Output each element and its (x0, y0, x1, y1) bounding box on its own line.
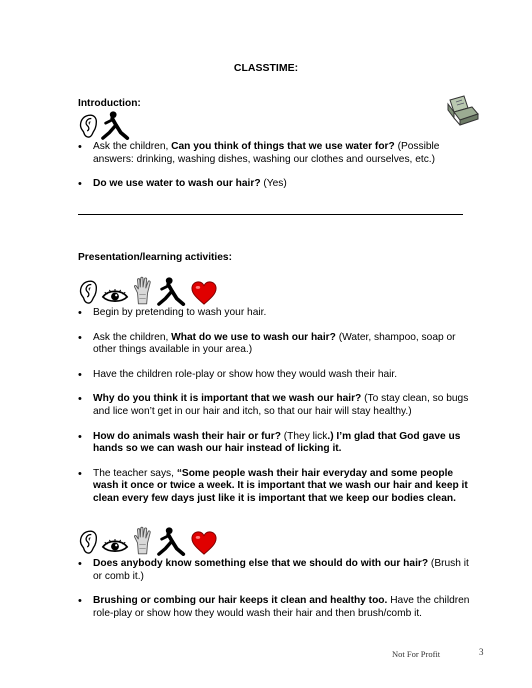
text: Ask the children, (93, 331, 172, 343)
list-item (78, 332, 478, 357)
eye-icon (101, 536, 129, 556)
list-item (78, 141, 478, 166)
text: (Brush it or comb it.) (93, 558, 469, 582)
list-item (78, 307, 478, 320)
presentation-bullet-list (78, 307, 478, 506)
text: Have the children role-play or show how they would wash their hair. (93, 368, 398, 380)
text: (They lick (280, 430, 328, 442)
bold-text: Does anybody know something else that we should do with our hair? (93, 558, 429, 569)
exercise-figure-icon (157, 526, 187, 556)
page-number: 3 (479, 647, 484, 657)
text: The teacher says, (93, 467, 177, 479)
bold-text: .) I’m glad that God gave us hands so we can wash our hair instead of licking it. (93, 430, 461, 455)
text: (Yes) (260, 178, 287, 190)
bold-text: Can you think of things that we use water for? (171, 141, 395, 152)
ear-icon (78, 278, 98, 306)
exercise-figure-icon (157, 276, 187, 306)
heart-icon (190, 280, 218, 306)
bold-text: Do we use water to wash our hair? (93, 178, 261, 190)
list-item (78, 369, 478, 382)
text: Ask the children, (93, 141, 172, 152)
intro-icon-row (78, 108, 131, 140)
text: (To stay clean, so bugs and lice won’t get in our hair and itch, so that our hair will stay healthy.) (93, 393, 469, 417)
heart-icon (190, 530, 218, 556)
bold-text: What do we use to wash our hair? (171, 331, 336, 343)
bold-text: How do animals wash their hair or fur? (93, 430, 281, 442)
text: Begin by pretending to wash your hair. (93, 307, 267, 318)
closing-icon-row (78, 524, 218, 556)
text: (Water, shampoo, soap or other things available in your area.) (93, 331, 456, 356)
list-item (78, 468, 478, 506)
armchair-icon (444, 94, 484, 131)
intro-bullet-list (78, 141, 478, 191)
footer-text: Not For Profit (392, 649, 441, 659)
ear-icon (78, 112, 98, 140)
hand-icon (132, 276, 154, 306)
list-item (78, 393, 478, 418)
ear-icon (78, 528, 98, 556)
eye-icon (101, 286, 129, 306)
list-item (78, 431, 478, 456)
list-item (78, 595, 478, 620)
hand-icon (132, 526, 154, 556)
list-item (78, 558, 478, 583)
page-title: CLASSTIME: (233, 62, 299, 74)
closing-bullet-list (78, 558, 478, 620)
bold-text: “Some people wash their hair everyday and some people wash it once or twice a week. It is important that we wash our hair and keep it clean every few days just like it is important that we keep our bodies clean. (93, 467, 468, 504)
divider (78, 214, 463, 215)
text: (Possible answers: drinking, washing dishes, washing our clothes and ourselves, etc.) (93, 141, 440, 165)
presentation-icon-row (78, 274, 218, 306)
bold-text: Why do you think it is important that we wash our hair? (93, 393, 362, 405)
list-item (78, 178, 478, 191)
bold-text: Brushing or combing our hair keeps it clean and healthy too. (93, 595, 388, 607)
exercise-figure-icon (101, 110, 131, 140)
section-heading-presentation: Presentation/learning activities: (78, 252, 232, 263)
text: Have the children role-play or show how they would wash their hair and then brush/comb it. (93, 595, 470, 619)
section-heading-introduction: Introduction: (78, 98, 141, 109)
